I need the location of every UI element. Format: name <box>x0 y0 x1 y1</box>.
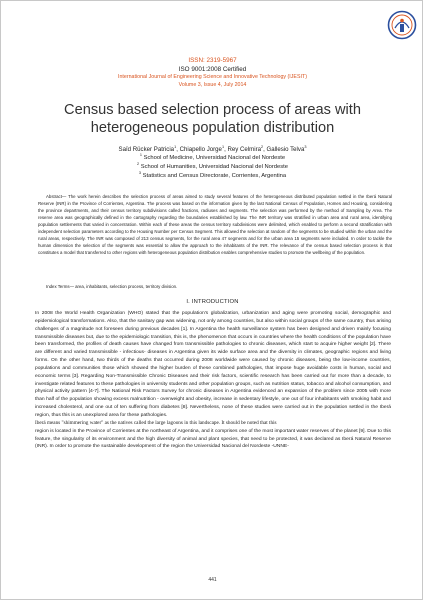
body-paragraph: In 2008 the World Health Organization (WHO) stated that the population's globalization, urbanization and aging were promoting social, demographic and epidemiological transformations. Also, that the sanitary gap was widening, not only among countries, but also within social groups of the same country, thus arising challenges of a magnitude not foreseen during previous decades [1]. In Argentina the health surveillance system has been designed and driven mainly focusing transmissible diseases but, due to the epidemiologic transition, this is, the phenomenon that occurs in countries where the health conditions of the population have been transformed, the profiles of death causes have changed from transmissible pathologies to chronic diseases, which start to acquire higher weight [2]. There are different and varied transmissible - infectious- diseases in Argentina given its wide surface area and the diversity in climates, geographic regions and living forms. On the other hand, two thirds of the deaths that occurred during 2008 worldwide were caused by chronic diseases, being the low-income countries, populations and communities those which showed the higher burden of these combined pathologies, that impose huge avoidable costs in human, social and economic terms [3]. Regarding Non-Transmissible Chronic Diseases and their risk factors, scientific research has been carried out for more than a decade, to investigate related features to these pathologies in university students and other population groups, such as nutrition status, tobacco and alcohol consumption, and physical activity pattern [4-7]. The National Risk Factors Survey for chronic diseases in Argentina evidenced an expansion of the problem since 2005 with more than half of the population showing excess malnutrition - overweight and obesity, increase in sedentary lifestyle, one out of four inhabitants with smoking habit and increased cholesterol, and one out of ten suffering from diabetes [8]. Nevertheless, none of these studies were carried out in the population settled in the Iberá region, thus this is an unexplored area for these pathologies. <box>35 311 391 418</box>
page-number: 441 <box>208 577 217 583</box>
volume-issue: Volume 3, Issue 4, July 2014 <box>178 82 247 88</box>
affiliation-mark: 1 <box>139 153 143 158</box>
author-name: Chiapello Jorge <box>179 146 222 153</box>
affiliation-mark: 3 <box>138 171 142 176</box>
journal-emblem-icon <box>387 10 417 40</box>
body-paragraph: region is located in the Province of Corrientes at the northeast of Argentina, and it comprises one of the most important water reserves of the planet [9]. Due to this feature, the singularity of its environment and the high diversity of animal and plant species, that need to be protected, it was declared as Iberá Natural Reserve (INR). In order to promote the sustainable development of the region the Universidad Nacional del Nordeste -UNNE- <box>35 428 391 450</box>
index-terms: Index Terms— area, inhabitants, selection process, territory division. <box>46 284 178 289</box>
affiliation <box>1 155 423 161</box>
author-affiliation-mark: 3 <box>304 144 307 149</box>
paper-title: Census based selection process of areas with heterogeneous population distribution <box>64 102 361 136</box>
affiliation <box>1 164 423 170</box>
iso-certification: ISO 9001:2008 Certified <box>178 66 247 73</box>
introduction-text <box>35 310 391 451</box>
journal-name: International Journal of Engineering Science and Innovative Technology (IJESIT) <box>118 74 307 80</box>
affiliation-text: School of Medicine, Universidad Nacional del Nordeste <box>143 155 286 161</box>
body-serif-line: Iberá means "shimmering water" as the natives called the large lagoons in this landscape. It should be noted that this <box>35 419 277 426</box>
author-name: Gallesio Telva <box>266 146 305 153</box>
author-affiliation-mark: 2 <box>261 144 264 149</box>
affiliation-text: School of Humanities, Universidad Nacional del Nordeste <box>140 164 288 170</box>
issn-line: ISSN: 2319-5967 <box>188 57 237 64</box>
affiliation-text: Statistics and Census Directorate, Corrientes, Argentina <box>142 173 287 179</box>
section-heading: I. INTRODUCTION <box>186 299 239 305</box>
author-list: Saïd Rücker Patricia$^1$, Chiapello Jorge$^1$, Rey Celmira$^2$, Gallesio Telva$^3$ <box>118 144 307 153</box>
author-affiliation-mark: 1 <box>174 144 177 149</box>
author-affiliation-mark: 1 <box>221 144 225 149</box>
journal-emblem-icon <box>387 10 417 40</box>
author-name: Saïd Rücker Patricia <box>118 146 175 153</box>
affiliation <box>1 173 423 179</box>
affiliation-mark: 2 <box>136 162 140 167</box>
abstract: Abstract— The work herein describes the selection process of areas aimed to study several features of the heterogeneous distributed population settled in the Iberá Natural Reserve (INR) in the Province of Corrientes, Argentina. The process was based on the information given by the last National Census of Population, Homes and Housing, considering the province departments, and their census territory subdivisions called fractions, radiuses and segments. The selection was performed by the method of Sampling by Area. The reserve area was geographically defined in the cartography regarding the boundaries established by law. The INR territory was stratified in urban area and rural area, identifying population settlements that varied in concentration. Within each of these areas the census territory subdivisions were delimited, which enabled to perform a second stratification with independent selection parameters according to the Housing Number per Census Segment. This allowed the selection at random of the segments to be studied within the urban and the rural areas, respectively. The INR was composed of 213 census segments, for the rural area 47 segments and for the urban area 15 segments were included. In order to tackle the human dimension the selection of the segments was essential to allow the approach to the inhabitants of the INR. The relevance of the census based selection process is that constitutes a model that transferred to other regions with heterogeneous population distribution enables comprehensive studies to promote the wellbeing of the population. <box>38 194 392 255</box>
author-name: Rey Celmira <box>227 146 261 153</box>
